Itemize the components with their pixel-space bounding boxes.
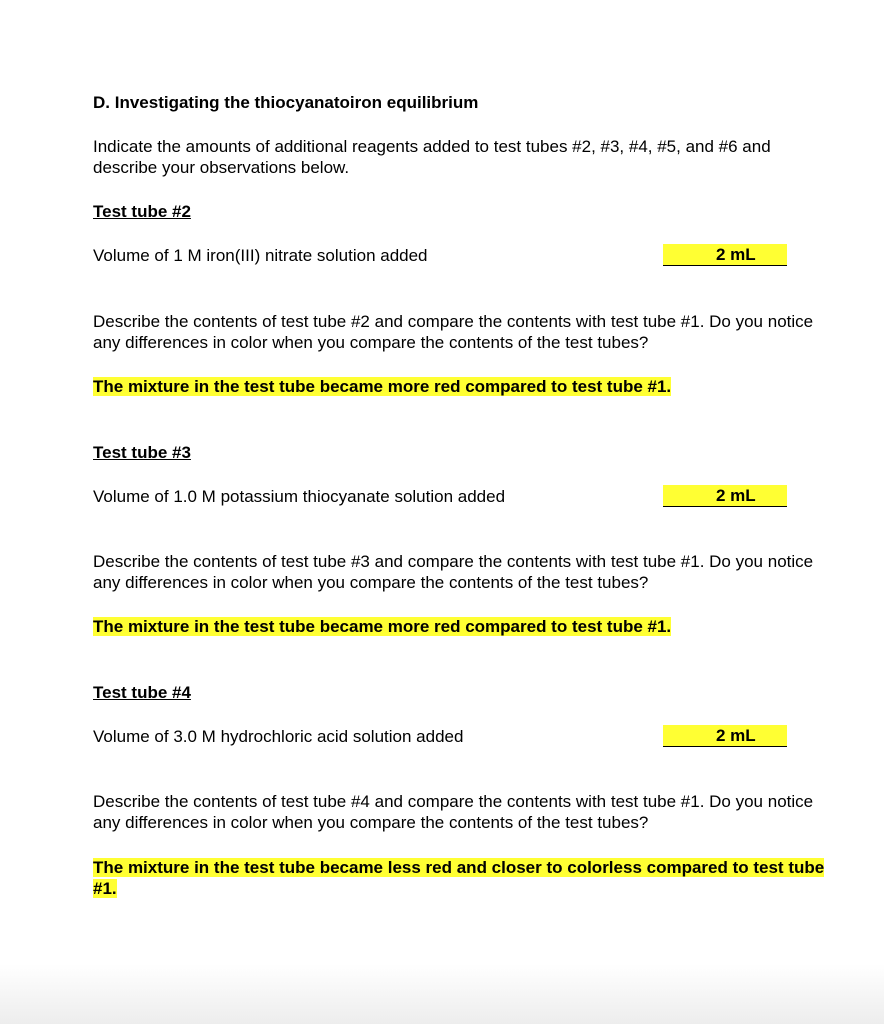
- tube-2-answer-block: [93, 376, 833, 397]
- tube-3-volume-label: Volume of 1.0 M potassium thiocyanate solution added: [93, 487, 506, 506]
- tube-3-answer-block: [93, 616, 833, 637]
- tube-3-question: Describe the contents of test tube #3 and compare the contents with test tube #1. Do you notice any differences in color when you compare the contents of the test tubes?: [93, 552, 814, 592]
- tube-4-question: Describe the contents of test tube #4 and compare the contents with test tube #1. Do you notice any differences in color when you compare the contents of the test tubes?: [93, 792, 814, 832]
- tube-2-volume-label: Volume of 1 M iron(III) nitrate solution added: [93, 246, 428, 265]
- tube-2-title: Test tube #2: [93, 202, 191, 221]
- section-heading: D. Investigating the thiocyanatoiron equilibrium: [93, 93, 479, 112]
- tube-3-volume-value: 2 mL: [716, 486, 756, 505]
- tube-4-answer-block: [93, 857, 833, 899]
- tube-4-volume-value: 2 mL: [716, 726, 756, 745]
- tube-4-answer: The mixture in the test tube became less red and closer to colorless compared to test tube #1.: [93, 858, 825, 898]
- tube-2-volume-value: 2 mL: [716, 245, 756, 264]
- tube-3-answer: The mixture in the test tube became more red compared to test tube #1.: [93, 617, 672, 636]
- tube-4-volume-label: Volume of 3.0 M hydrochloric acid solution added: [93, 727, 464, 746]
- tube-2-volume-field: [663, 244, 787, 266]
- section-intro: Indicate the amounts of additional reagents added to test tubes #2, #3, #4, #5, and #6 and describe your observations below.: [93, 137, 771, 177]
- tube-3-title: Test tube #3: [93, 443, 191, 462]
- page-bottom-shadow: [0, 964, 884, 1024]
- tube-2-answer: The mixture in the test tube became more red compared to test tube #1.: [93, 377, 672, 396]
- tube-3-volume-field: [663, 485, 787, 507]
- tube-2-question: Describe the contents of test tube #2 and compare the contents with test tube #1. Do you notice any differences in color when you compare the contents of the test tubes?: [93, 312, 814, 352]
- tube-4-title: Test tube #4: [93, 683, 191, 702]
- tube-4-volume-field: [663, 725, 787, 747]
